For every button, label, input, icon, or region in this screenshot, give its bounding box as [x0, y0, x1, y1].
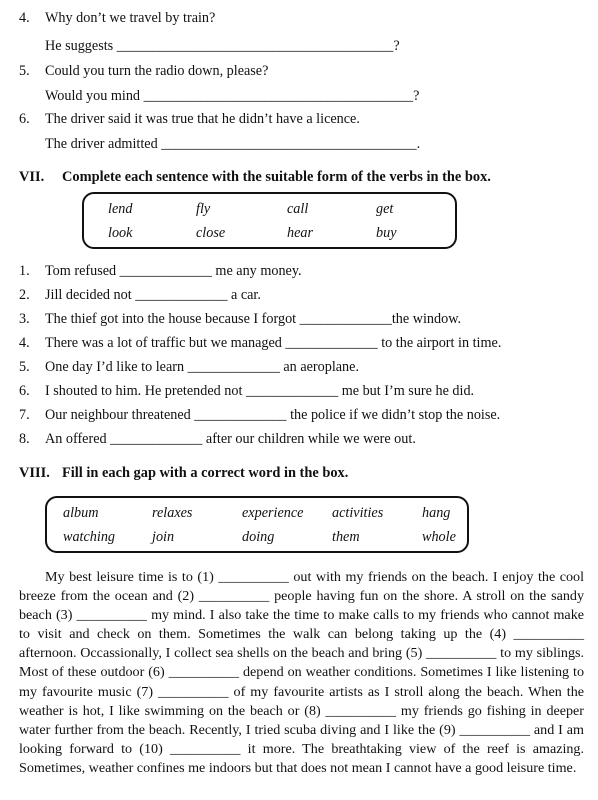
cloze-passage: My best leisure time is to (1) __________ out with my friends on the beach. I enjoy the cool breeze from the ocean and (2) __________ people having fun on the shore. A stroll on the sandy beach (3) __________ my mind. I also take the time to make calls to my friends who cannot make to visit and check on them. Sometimes the walk can belong taking up the (4) __________ afternoon. Occassionally, I collect sea shells on the beach and bring (5) __________ to my siblings. Most of these outdoor (6) __________ depend on weather conditions. Sometimes I like listening to my favourite music (7) __________ of my favourite artists as I stroll along the beach. When the weather is hot, I like swimming on the beach or (8) __________ my friends go fishing in deeper water further from the beach. Recently, I tried scuba diving and I like the (9) __________ and I am looking forward to (10) __________ it more. The breathtaking view of the reef is amazing. Sometimes, weather confines me indoors but that does not mean I cannot have a good leisure time.: [19, 569, 584, 776]
box-word: relaxes: [152, 505, 193, 521]
item-number: 7.: [19, 407, 30, 423]
item-question: Why don’t we travel by train?: [45, 10, 216, 26]
item-number: 8.: [19, 431, 30, 447]
box-word: hear: [287, 225, 314, 241]
section-number: VIII.: [19, 465, 50, 481]
item-number: 5.: [19, 63, 30, 79]
box-word: buy: [376, 225, 397, 241]
item-answer: The driver admitted ____________________________________.: [45, 136, 421, 152]
box-word: close: [196, 225, 226, 241]
section-heading-vii: [19, 169, 491, 186]
item-text: Tom refused _____________ me any money.: [45, 263, 302, 279]
box-word: them: [332, 529, 360, 545]
item-number: 1.: [19, 263, 30, 279]
box-word: whole: [422, 529, 456, 545]
item-number: 5.: [19, 359, 30, 375]
item-text: I shouted to him. He pretended not _____________ me but I’m sure he did.: [45, 383, 475, 399]
item-text: Jill decided not _____________ a car.: [45, 287, 261, 303]
box-word: watching: [63, 529, 116, 545]
section-instruction: Complete each sentence with the suitable form of the verbs in the box.: [62, 169, 491, 185]
item-answer: Would you mind ______________________________________?: [45, 88, 420, 104]
item-text: One day I’d like to learn _____________ an aeroplane.: [45, 359, 359, 375]
box-word: hang: [422, 505, 451, 521]
box-word: lend: [108, 201, 133, 217]
box-word: doing: [242, 529, 275, 545]
box-word: join: [152, 529, 175, 545]
item-number: 2.: [19, 287, 30, 303]
item-answer: He suggests _______________________________________?: [45, 38, 400, 54]
item-number: 6.: [19, 383, 30, 399]
section-number: VII.: [19, 169, 45, 185]
item-question: The driver said it was true that he didn’t have a licence.: [45, 111, 360, 127]
item-text: Our neighbour threatened _____________ the police if we didn’t stop the noise.: [45, 407, 501, 423]
box-word: look: [108, 225, 133, 241]
item-text: There was a lot of traffic but we managed _____________ to the airport in time.: [45, 335, 502, 351]
box-word: activities: [332, 505, 384, 521]
item-number: 4.: [19, 335, 30, 351]
box-word: call: [287, 201, 309, 217]
box-word: get: [376, 201, 394, 217]
item-number: 3.: [19, 311, 30, 327]
item-text: An offered _____________ after our children while we were out.: [45, 431, 416, 447]
item-number: 6.: [19, 111, 30, 127]
item-text: The thief got into the house because I forgot _____________the window.: [45, 311, 462, 327]
box-word: album: [63, 505, 99, 521]
section-heading-viii: [19, 465, 348, 482]
box-word: fly: [196, 201, 211, 217]
section-instruction: Fill in each gap with a correct word in the box.: [62, 465, 349, 481]
word-box-vii: [82, 192, 457, 249]
item-number: 4.: [19, 10, 30, 26]
box-word: experience: [242, 505, 304, 521]
item-question: Could you turn the radio down, please?: [45, 63, 269, 79]
